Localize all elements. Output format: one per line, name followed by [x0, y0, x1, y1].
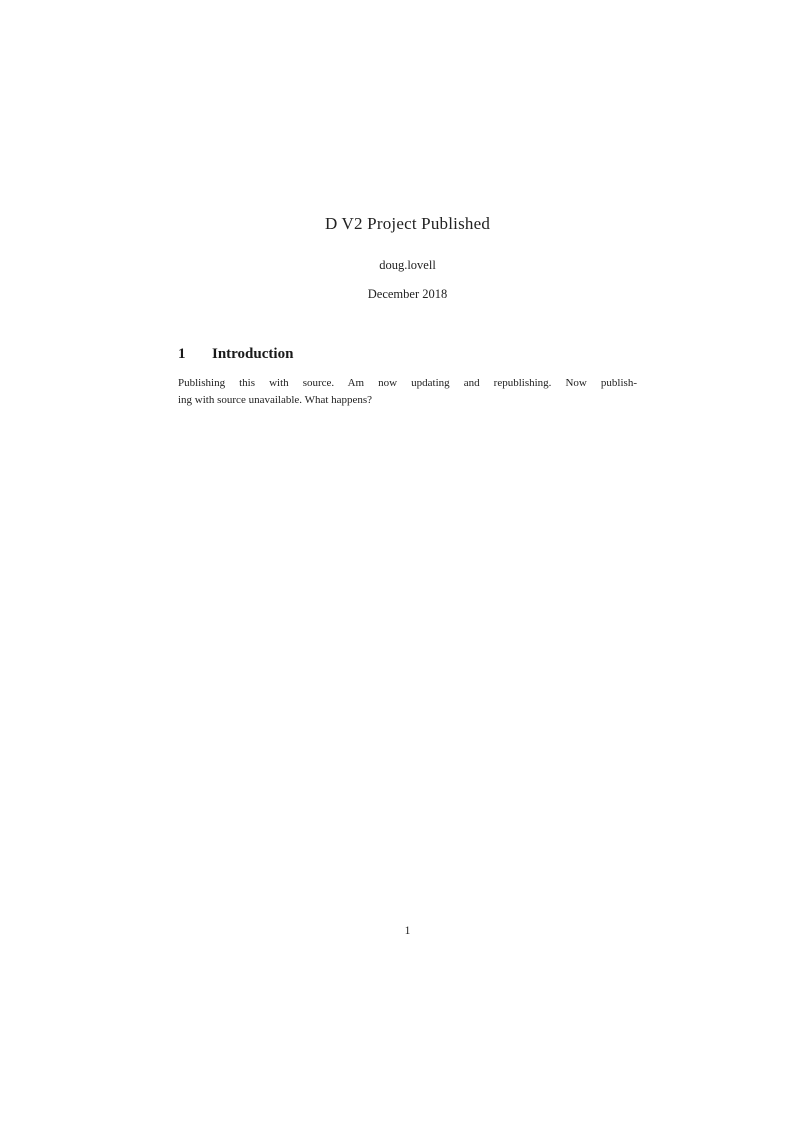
body-line-2: ing with source unavailable. What happens?	[178, 393, 373, 406]
body-line-1: Publishing this with source. Am now updating and republishing. Now publish-	[178, 377, 637, 389]
document-date: December 2018	[367, 287, 448, 301]
document-title: D V2 Project Published	[324, 214, 491, 233]
section-title: Introduction	[212, 346, 294, 362]
section-number: 1	[178, 346, 186, 362]
document-author: doug.lovell	[379, 258, 436, 272]
body-paragraph	[178, 375, 637, 408]
section-heading	[178, 346, 637, 363]
text-block	[178, 0, 637, 408]
page-number: 1	[404, 925, 411, 937]
